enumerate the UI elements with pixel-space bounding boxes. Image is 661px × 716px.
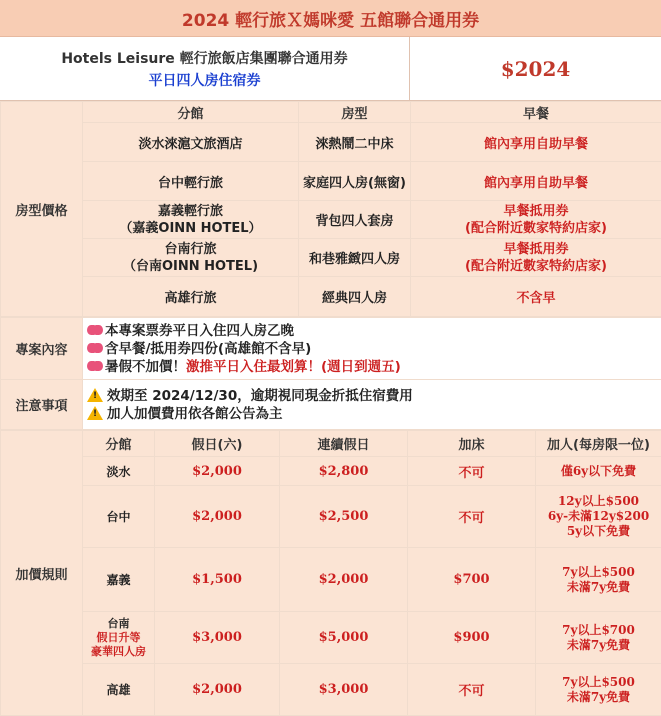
project-line-3b: 激推平日入住最划算！(週日到週五): [186, 359, 401, 375]
table-row: [1, 486, 661, 548]
notice-line-2: 加人加價費用依各館公告為主: [107, 406, 283, 422]
extra-bed-price: 不可: [408, 486, 536, 548]
voucher-subtitle: 平日四人房住宿券: [149, 70, 261, 90]
room-header-room: 房型: [299, 102, 411, 123]
notice-content: [83, 380, 661, 430]
room-type: 淶熱鬧二中床: [299, 123, 411, 162]
branch-name: 台中輕行旅: [83, 162, 299, 201]
extra-person-price: 7y以上$500 未滿7y免費: [536, 548, 661, 612]
extra-person-price: 7y以上$500 未滿7y免費: [536, 664, 661, 716]
breakfast-info: 不含早: [411, 277, 661, 317]
table-row: [1, 612, 661, 664]
holiday-price: $3,000: [280, 664, 408, 716]
surcharge-header-person: 加人(每房限一位): [536, 431, 661, 457]
branch-cell: [83, 612, 155, 664]
project-line-3a: 暑假不加價！: [105, 359, 186, 375]
room-type: 經典四人房: [299, 277, 411, 317]
holiday-price: $2,000: [280, 548, 408, 612]
branch-name: 嘉義: [83, 548, 155, 612]
notice-label: 注意事項: [1, 380, 83, 430]
surcharge-header-sat: 假日(六): [155, 431, 280, 457]
surcharge-table: [0, 430, 661, 716]
extra-bed-price: 不可: [408, 664, 536, 716]
table-row: [1, 162, 661, 201]
table-row: [1, 277, 661, 317]
table-row: [1, 201, 661, 239]
holiday-price: $2,500: [280, 486, 408, 548]
saturday-price: $3,000: [155, 612, 280, 664]
breakfast-info: 早餐抵用券 (配合附近數家特約店家): [411, 239, 661, 277]
breakfast-info: 早餐抵用券 (配合附近數家特約店家): [411, 201, 661, 239]
saturday-price: $2,000: [155, 664, 280, 716]
holiday-price: $2,800: [280, 457, 408, 486]
ribbon-bow-icon: [87, 360, 103, 373]
table-row: [1, 664, 661, 716]
project-content: [83, 318, 661, 380]
branch-name: 台南行旅 （台南OINN HOTEL): [83, 239, 299, 277]
page-title: 2024 輕行旅Ｘ媽咪愛 五館聯合通用券: [0, 0, 661, 37]
room-section-label: 房型價格: [1, 102, 83, 317]
extra-person-price: 7y以上$700 未滿7y免費: [536, 612, 661, 664]
project-label: 專案內容: [1, 318, 83, 380]
extra-bed-price: $900: [408, 612, 536, 664]
branch-name: 淡水: [83, 457, 155, 486]
voucher-name: Hotels Leisure 輕行旅飯店集團聯合通用券: [61, 48, 347, 68]
surcharge-header-bed: 加床: [408, 431, 536, 457]
extra-person-price: 12y以上$500 6y-未滿12y$200 5y以下免費: [536, 486, 661, 548]
holiday-price: $5,000: [280, 612, 408, 664]
branch-name: 淡水淶滬文旅酒店: [83, 123, 299, 162]
warning-icon: !: [87, 406, 103, 420]
saturday-price: $1,500: [155, 548, 280, 612]
warning-icon: !: [87, 388, 103, 402]
table-row: [1, 123, 661, 162]
surcharge-header-holiday: 連續假日: [280, 431, 408, 457]
extra-bed-price: 不可: [408, 457, 536, 486]
room-type: 和巷雅緻四人房: [299, 239, 411, 277]
table-row: [1, 457, 661, 486]
branch-upgrade-note: 假日升等 豪華四人房: [83, 631, 154, 659]
saturday-price: $2,000: [155, 457, 280, 486]
extra-person-price: 僅6y以下免費: [536, 457, 661, 486]
extra-bed-price: $700: [408, 548, 536, 612]
room-header-breakfast: 早餐: [411, 102, 661, 123]
project-table: [0, 317, 661, 430]
saturday-price: $2,000: [155, 486, 280, 548]
room-type: 家庭四人房(無窗): [299, 162, 411, 201]
surcharge-header-branch: 分館: [83, 431, 155, 457]
branch-name: 高雄行旅: [83, 277, 299, 317]
project-line-1: 本專案票券平日入住四人房乙晚: [105, 323, 294, 339]
ribbon-bow-icon: [87, 342, 103, 355]
branch-name: 嘉義輕行旅 （嘉義OINN HOTEL）: [83, 201, 299, 239]
room-type: 背包四人套房: [299, 201, 411, 239]
breakfast-info: 館內享用自助早餐: [411, 123, 661, 162]
notice-line-1: 效期至 2024/12/30，逾期視同現金折抵住宿費用: [107, 388, 413, 404]
room-price-table: [0, 101, 661, 317]
room-header-branch: 分館: [83, 102, 299, 123]
branch-name: 台南: [83, 617, 154, 631]
branch-name: 台中: [83, 486, 155, 548]
project-line-2: 含早餐/抵用券四份(高雄館不含早): [105, 341, 311, 357]
table-row: [1, 239, 661, 277]
branch-name: 高雄: [83, 664, 155, 716]
voucher-price: $2024: [410, 37, 661, 100]
table-row: [1, 548, 661, 612]
voucher-name-block: [0, 37, 410, 100]
ribbon-bow-icon: [87, 324, 103, 337]
breakfast-info: 館內享用自助早餐: [411, 162, 661, 201]
surcharge-label: 加價規則: [1, 431, 83, 716]
voucher-header: [0, 37, 661, 101]
